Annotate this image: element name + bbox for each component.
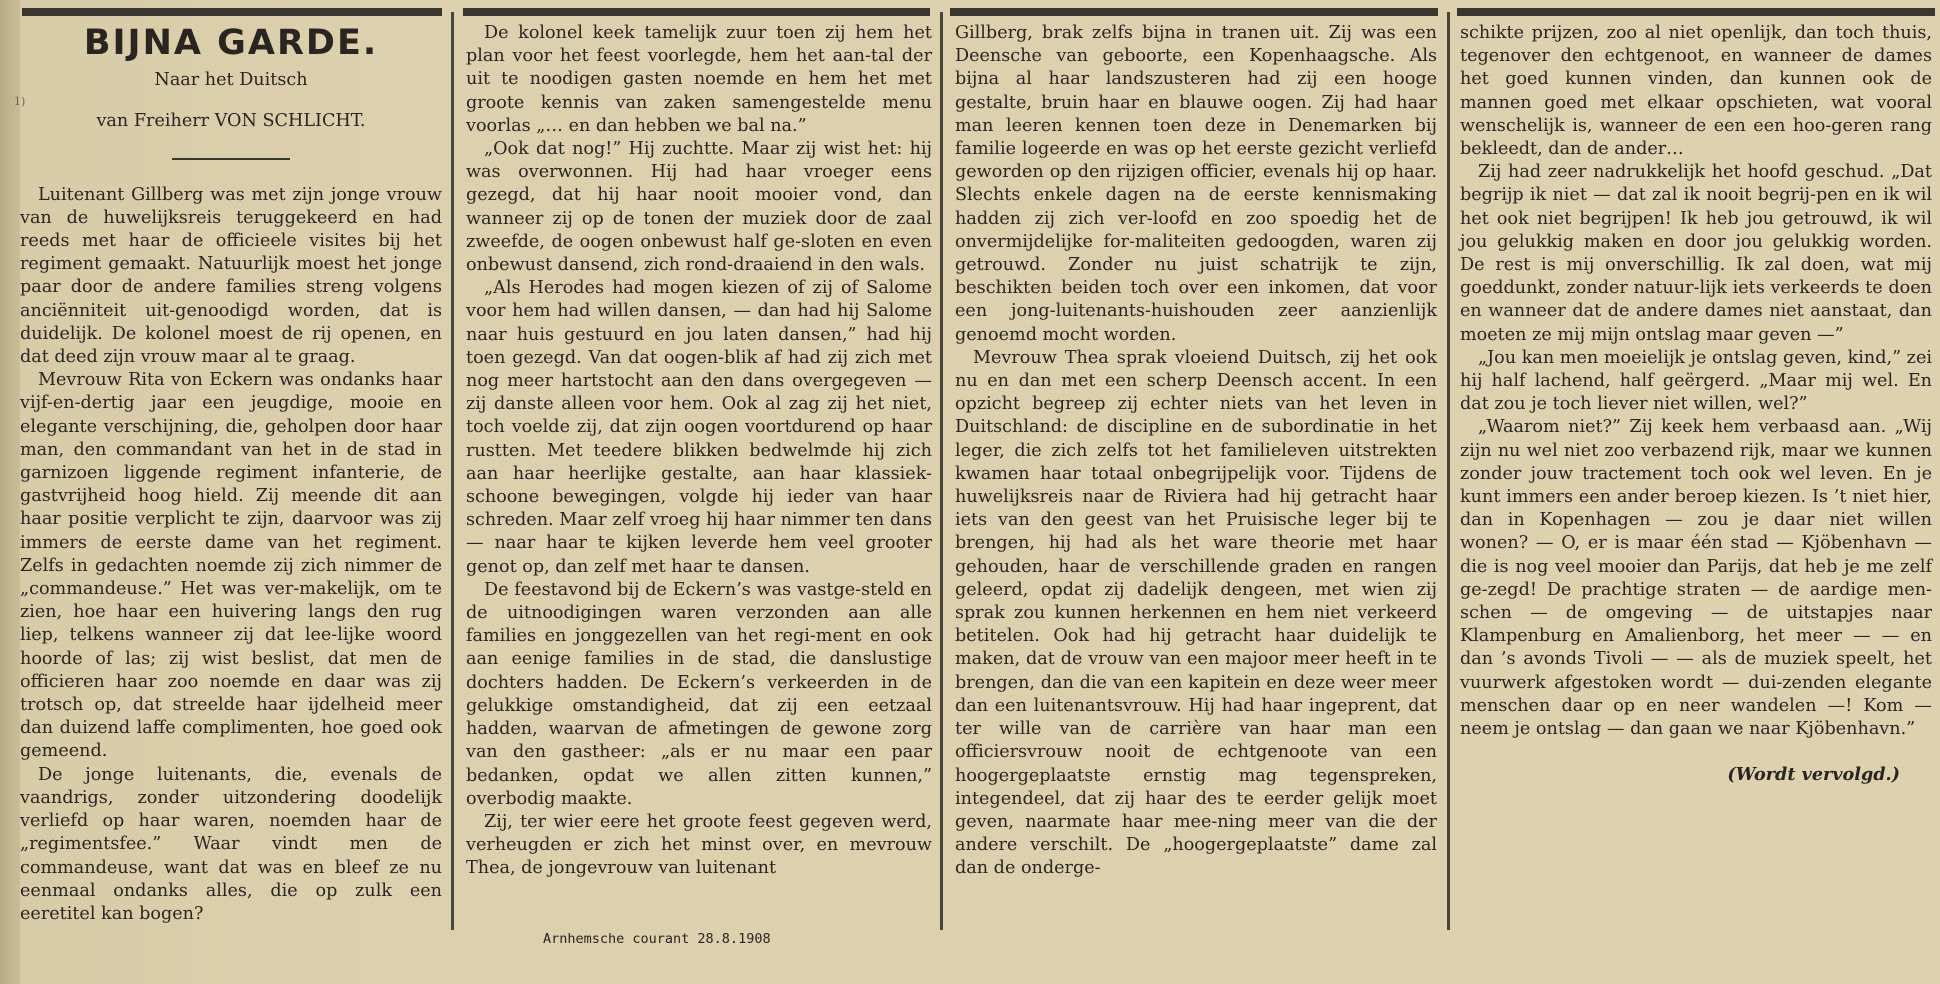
column-4 xyxy=(1460,22,1932,787)
column-rule xyxy=(940,12,943,930)
top-rule xyxy=(463,8,930,16)
source-caption: Arnhemsche courant 28.8.1908 xyxy=(543,931,771,947)
paragraph: De jonge luitenants, die, evenals de vaandrigs, zonder uitzondering doodelijk verliefd op haar waren, noemden haar de „regimentsfee.” Waar vindt men de commandeuse, want dat was en bleef ze nu eenmaal ondanks alles, die op zulk een eeretitel kan bogen? xyxy=(20,764,442,924)
top-rule xyxy=(22,8,442,16)
paragraph: Gillberg, brak zelfs bijna in tranen uit. Zij was een Deensche van geboorte, een Kopenhaagsche. Als bijna al haar landszusteren had zij een hooge gestalte, bruin haar en blauwe oogen. Zij had haar man leeren kennen toen deze in Denemarken bij familie logeerde en was op het eerste gezicht verliefd geworden op den rijzigen officier, evenals hij op haar. Slechts enkele dagen na de eerste kennismaking hadden zij zich ver-loofd en zoo spoedig het de onvermijdelijke for-maliteiten gedoogden, waren zij getrouwd. Zonder nu juist schatrijk te zijn, beschikten beiden toch over een inkomen, dat voor een jong-luitenants-huishouden zeer aanzienlijk genoemd mocht worden. xyxy=(955,23,1437,345)
column-rule xyxy=(1447,12,1450,930)
article-title: BIJNA GARDE. xyxy=(83,23,379,63)
article-subtitle: Naar het Duitsch xyxy=(154,70,308,91)
paragraph: Mevrouw Rita von Eckern was ondanks haar vijf-en-dertig jaar een jeugdige, mooie en elegante verschijning, die, geholpen door haar man, den commandant van het in de stad in garnizoen liggende regiment infanterie, de gastvrijheid hoog hield. Zij meende dit aan haar positie verplicht te zijn, daarvoor was zij immers de eerste dame van het regiment. Zelfs in gedachten noemde zij zich nimmer de „commandeuse.” Het was ver-makelijk, om te zien, hoe haar een huivering langs den rug liep, telkens wanneer zij dat lee-lijke woord hoorde of las; zij wist beslist, dat men de officieren haar zoo noemde en daar was zij trotsch op, dat streelde haar ijdelheid meer dan duizend laffe complimenten, hoe goed ook gemeend. xyxy=(20,370,442,762)
column-rule xyxy=(451,12,454,930)
paragraph: „Als Herodes had mogen kiezen of zij of Salome voor hem had willen dansen, — dan had hij Salome naar huis gestuurd en jou laten dansen,” had hij toen gezegd. Van dat oogen-blik af had zij zich met nog meer hartstocht aan den dans overgegeven — zij danste alleen voor hem. Ook al zag zij het niet, toch voelde zij, dat zijn oogen voortdurend op haar rustten. Met teedere blikken bedwelmde hij zich aan haar heerlijke gestalte, aan haar klassiek-schoone bewegingen, volgde hij ieder van haar schreden. Maar zelf vroeg hij haar nimmer ten dans — naar haar te kijken leverde hem veel grooter genot op, dan zelf met haar te dansen. xyxy=(466,278,932,577)
paragraph: Zij, ter wier eere het groote feest gegeven werd, verheugden er zich het minst over, en mevrouw Thea, de jongevrouw van luitenant xyxy=(466,811,932,879)
column-3 xyxy=(955,22,1437,881)
paragraph: schikte prijzen, zoo al niet openlijk, dan toch thuis, tegenover den echtgenoot, en wanneer de dames het goed kunnen vinden, dan kunnen ook de mannen goed met elkaar opschieten, wat vooral wenschelijk is, wanneer de een een hoo-geren rang bekleedt, dan de ander… xyxy=(1460,23,1932,160)
column-1 xyxy=(20,22,442,926)
page-edge xyxy=(0,0,20,984)
article-author: van Freiherr VON SCHLICHT. xyxy=(96,111,366,132)
paragraph: „Jou kan men moeielijk je ontslag geven, kind,” zei hij half lachend, half geërgerd. „Maar mij wel. En dat zou je toch liever niet willen, wel?” xyxy=(1460,347,1932,415)
paragraph: De feestavond bij de Eckern’s was vastge-steld en de uitnoodigingen waren verzonden aan alle families en jonggezellen van het regi-ment en ook aan eenige families in de stad, die danslustige dochters hadden. De Eckern’s verkeerden in de gelukkige omstandigheid, dat zij een eetzaal hadden, waarvan de afmetingen de gewone zorg van den gastheer: „als er nu maar een paar bedanken, opdat we allen zitten kunnen,” overbodig maakte. xyxy=(466,579,932,809)
column-2 xyxy=(466,22,932,881)
paragraph: Luitenant Gillberg was met zijn jonge vrouw van de huwelijksreis teruggekeerd en had reeds met haar de officieele visites bij het regiment gemaakt. Natuurlijk moest het jonge paar door de andere families streng volgens anciënniteit uit-genoodigd worden, dat is duidelijk. De kolonel moest de rij openen, en dat deed zijn vrouw maar al te graag. xyxy=(20,184,442,368)
to-be-continued: (Wordt vervolgd.) xyxy=(1727,764,1900,786)
paragraph: De kolonel keek tamelijk zuur toen zij hem het plan voor het feest voorlegde, hem het aan-tal der uit te noodigen gasten noemde en hem het met groote kennis van zaken samengestelde menu voorlas „… en dan hebben we bal na.” xyxy=(466,23,932,136)
title-separator xyxy=(172,158,290,160)
top-rule xyxy=(950,8,1438,16)
paragraph: „Ook dat nog!” Hij zuchtte. Maar zij wist het: hij was overwonnen. Hij had haar vroeger eens gezegd, dat hij haar nooit mooier vond, dan wanneer zij op de tonen der muziek door de zaal zweefde, de oogen onbewust half ge-sloten en even onbewust dansend, zich rond-draaiend in den wals. xyxy=(466,139,932,276)
top-rule xyxy=(1457,8,1935,16)
paragraph: Mevrouw Thea sprak vloeiend Duitsch, zij het ook nu en dan met een scherp Deensch accent. In een opzicht begreep zij echter niets van het leven in Duitschland: de discipline en de subordinatie in het leger, die zich zelfs tot het familieleven uitstrekten kwamen haar totaal onbegrijpelijk voor. Tijdens de huwelijksreis naar de Riviera had hij getracht haar iets van den geest van het Pruisische leger bij te brengen, hij had als het ware theorie met haar gehouden, haar de verschillende graden en rangen geleerd, opdat zij dadelijk dengeen, met wien zij sprak zou kunnen herkennen en hem niet verkeerd betitelen. Ook had hij getracht haar duidelijk te maken, dat de vrouw van een majoor meer heeft in te brengen, dan die van een kapitein en deze weer meer dan een luitenantsvrouw. Hij had haar ingeprent, dat ter wille van de carrière van haar man een officiersvrouw nooit de echtgenoote van een hoogergeplaatste ernstig mag tegenspreken, integendeel, dat zij haar des te eerder gelijk moet geven, naarmate haar mee-ning meer van die der andere verschilt. De „hoogergeplaatste” dame zal dan de onderge- xyxy=(955,347,1437,879)
paragraph: „Waarom niet?” Zij keek hem verbaasd aan. „Wij zijn nu wel niet zoo verbazend rijk, maar we kunnen zonder jouw tractement toch ook wel leven. En je kunt immers een ander beroep kiezen. Is ’t niet hier, dan in Kopenhagen — zou je daar niet willen wonen? — O, er is maar één stad — Kjöbenhavn — die is nog veel mooier dan Parijs, dat heb je me zelf ge-zegd! De prachtige straten — de aardige men-schen — de omgeving — de uitstapjes naar Klampenburg en Amalienborg, het meer — — en dan ’s avonds Tivoli — — als de muziek speelt, het vuurwerk afgestoken wordt — dui-zenden elegante menschen daar op en neer wandelen —! Kom — neem je ontslag — dan gaan we naar Kjöbenhavn.” xyxy=(1460,417,1932,740)
paragraph: Zij had zeer nadrukkelijk het hoofd geschud. „Dat begrijp ik niet — dat zal ik nooit begrij-pen en ik wil het ook niet begrijpen! Ik heb jou getrouwd, ik wil jou gelukkig maken en door jou gelukkig worden. De rest is mij onverschillig. Ik zal doen, wat mij goeddunkt, zonder natuur-lijk iets verkeerds te doen en wanneer dat de andere dames niet aanstaat, dan moeten ze mij mijn ontslag maar geven —” xyxy=(1460,162,1932,345)
margin-mark: 1) xyxy=(14,95,26,108)
